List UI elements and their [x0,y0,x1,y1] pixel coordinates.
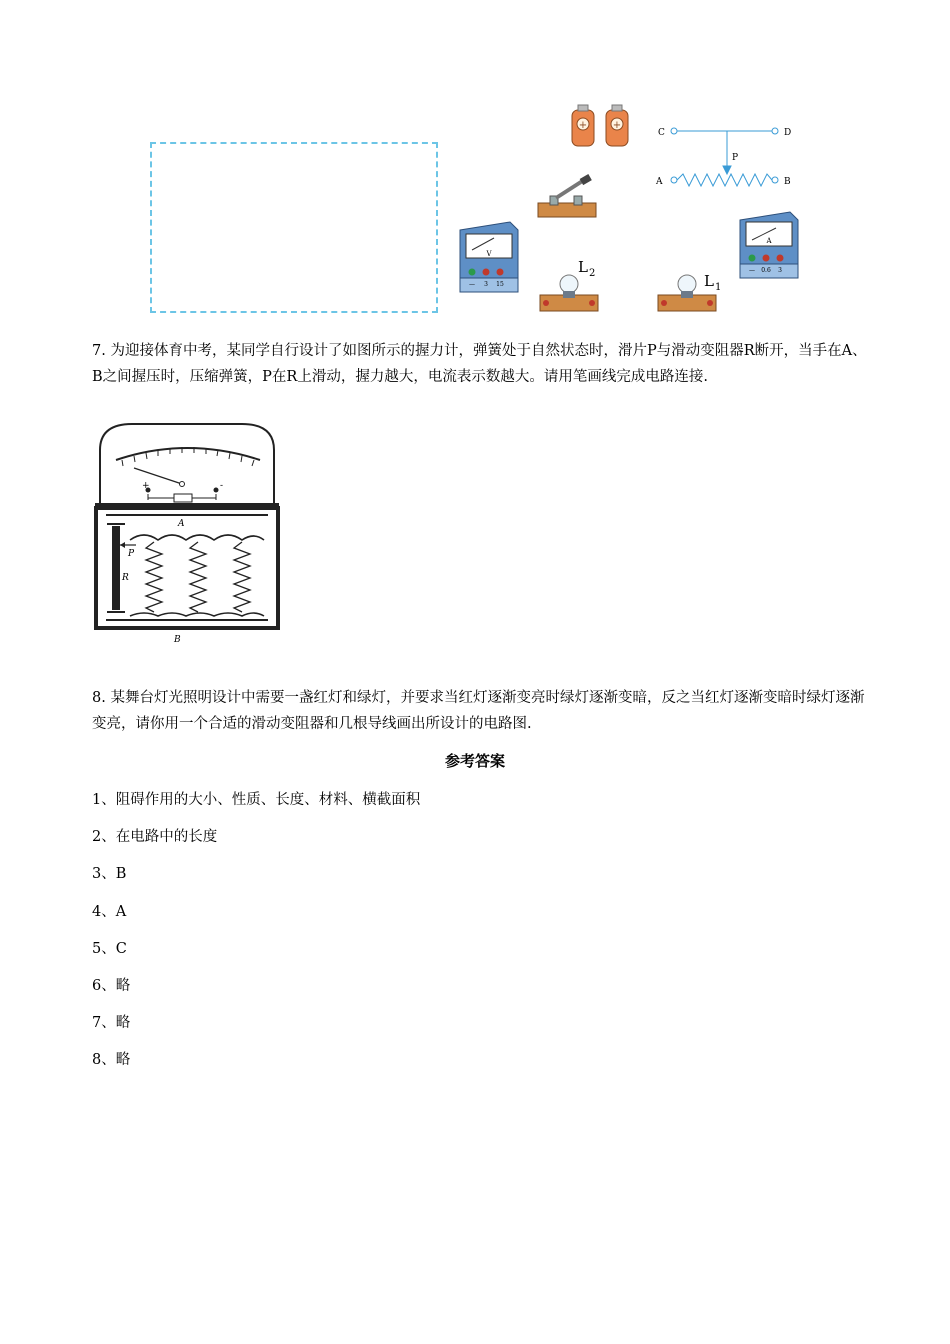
svg-text:+: + [578,120,588,131]
label-D: D [784,128,792,138]
bulb-L2-icon [540,258,598,311]
label-P-slider: P [128,549,135,559]
figure6-components [450,100,820,325]
label-L2: L [578,258,588,276]
answer-item: 5、C [92,941,127,957]
question-7-text: 7. 为迎接体育中考，某同学自行设计了如图所示的握力计，弹簧处于自然状态时，滑片P与滑动变阻器R断开，当手在A、B之间握压时，压缩弹簧，P在R上滑动，握力越大，电流表示数越大。请用笔画线完成电路连接. [92,343,867,385]
svg-text:15: 15 [496,281,504,288]
svg-text:+: + [612,120,622,131]
answer-item: 6、略 [92,978,131,994]
plus-label: + [142,481,150,491]
svg-text:3: 3 [778,267,782,274]
battery-icon [606,105,628,146]
label-bottom-B: B [174,635,181,645]
svg-text:1: 1 [715,282,722,293]
svg-text:—: — [749,267,755,274]
label-C: C [658,128,665,138]
svg-text:0.6: 0.6 [761,267,771,274]
label-R: R [122,573,129,583]
bulb-L1-icon [658,272,721,311]
voltmeter-unit: V [486,250,492,258]
answer-item: 2、在电路中的长度 [92,829,218,845]
minus-label: - [220,481,224,491]
label-P: P [732,153,739,163]
answer-box-dashed [150,142,438,313]
answer-item: 1、阻碍作用的大小、性质、长度、材料、横截面积 [92,792,421,808]
answers-title: 参考答案 [444,752,505,770]
svg-text:2: 2 [589,268,596,279]
label-top-A: A [178,519,185,529]
svg-text:3: 3 [484,281,488,288]
figure7-grip-dynamometer [92,420,282,645]
voltmeter-icon [460,222,518,292]
answer-item: 3、B [92,866,127,882]
answer-item: 4、A [92,904,127,920]
svg-text:—: — [469,281,475,288]
label-B: B [784,177,791,187]
battery-icon [572,105,594,146]
ammeter-icon [740,212,798,278]
label-L1: L [704,272,714,290]
answer-item: 7、略 [92,1015,131,1031]
question-8-text: 8. 某舞台灯光照明设计中需要一盏红灯和绿灯，并要求当红灯逐渐变亮时绿灯逐渐变暗，反之当红灯逐渐变暗时绿灯逐渐变亮，请你用一个合适的滑动变阻器和几根导线画出所设计的电路图. [92,690,865,732]
answer-item: 8、略 [92,1052,131,1068]
knife-switch-icon [538,174,596,217]
rheostat-symbol [671,128,778,186]
ammeter-unit: A [766,237,772,245]
label-A: A [656,177,663,187]
